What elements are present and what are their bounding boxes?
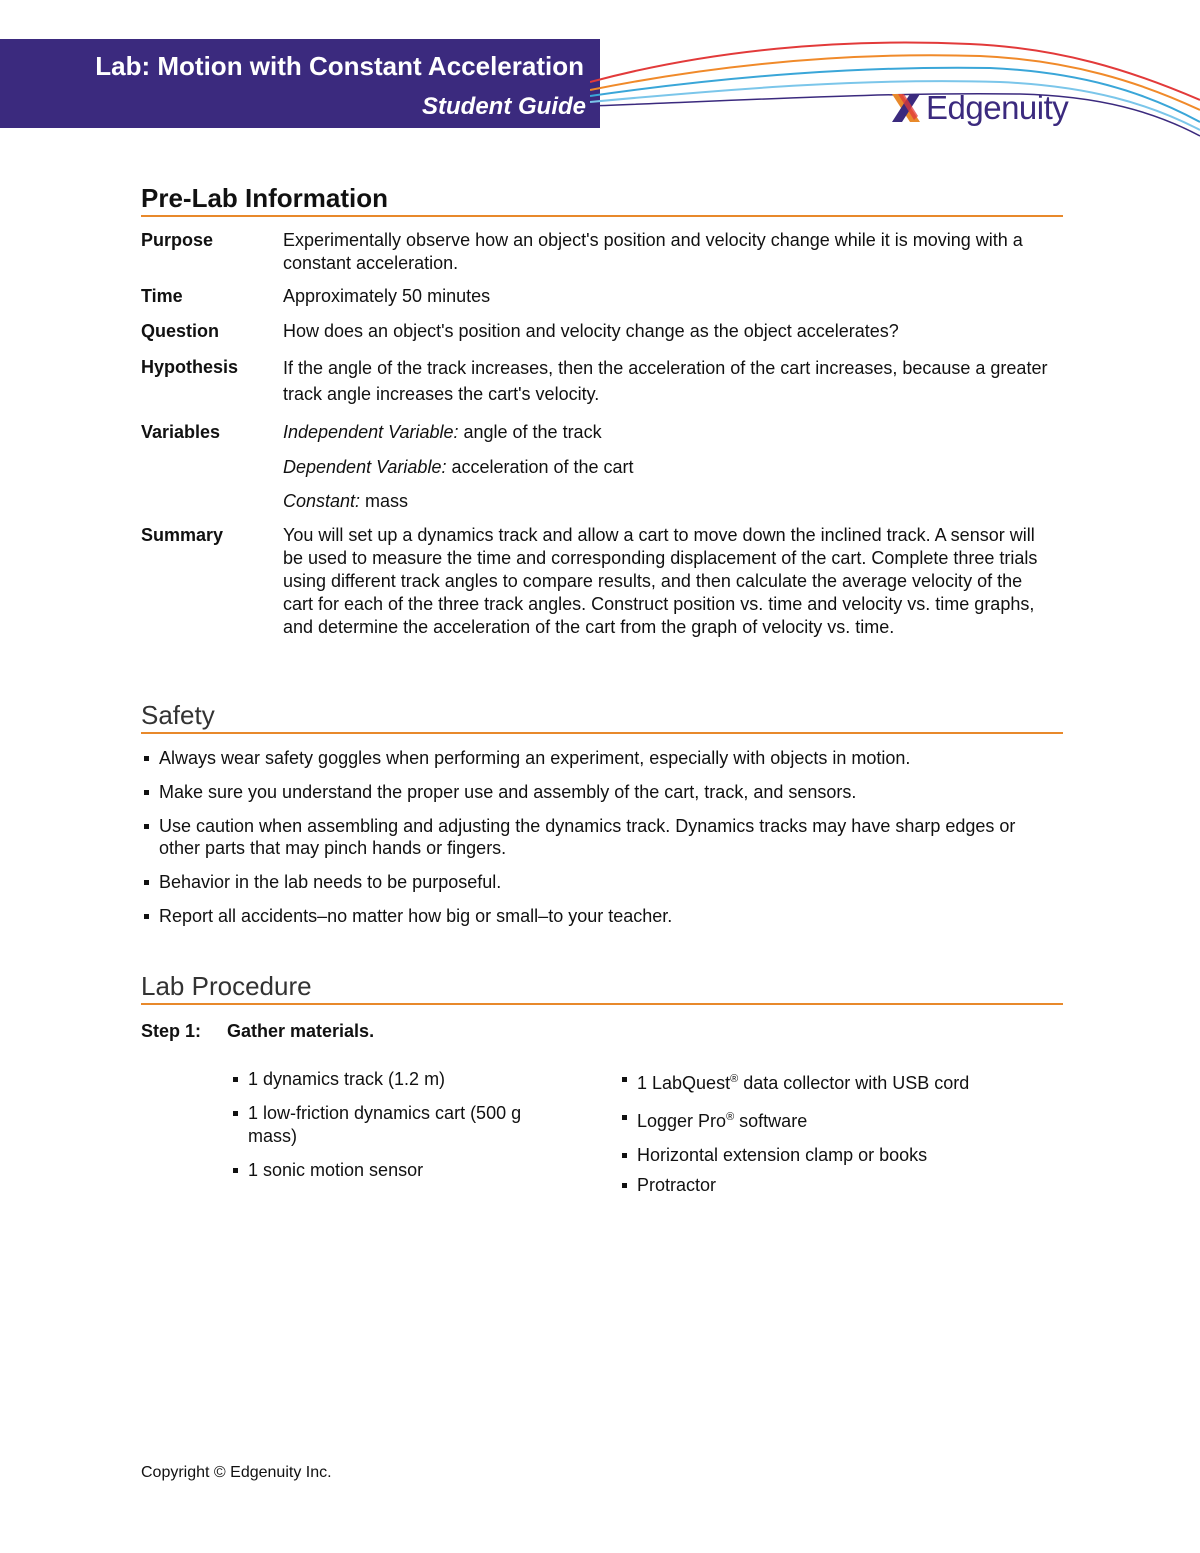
list-item: [619, 1106, 1039, 1133]
independent-variable-value: angle of the track: [458, 422, 602, 442]
registered-mark: ®: [730, 1073, 739, 1085]
materials-list-right: [619, 1068, 1039, 1208]
summary-label: Summary: [141, 525, 224, 545]
logo-wordmark: Edgenuity: [926, 89, 1069, 126]
section-divider: [141, 1003, 1063, 1005]
time-text: Approximately 50 minutes: [283, 286, 491, 306]
constant-variable: [283, 490, 1053, 513]
hypothesis-label: Hypothesis: [141, 357, 239, 377]
list-item: Report all accidents–no matter how big or small–to your teacher.: [141, 905, 1041, 927]
section-divider: [141, 215, 1063, 217]
logger-pro-name: Logger Pro: [637, 1111, 727, 1131]
edgenuity-logo: [888, 86, 1068, 130]
summary-text: You will set up a dynamics track and allow a cart to move down the inclined track. A sensor will be used to measure the time and corresponding displacement of the cart. Complete three trials using different track angles to compare results, and then calculate the average velocity of the cart for each of the three track angles. Construct position vs. time and velocity vs. time graphs, and determine the acceleration of the cart from the graph of velocity vs. time.: [283, 525, 1038, 637]
dependent-variable-label: Dependent Variable:: [283, 457, 447, 477]
list-item: Always wear safety goggles when performing an experiment, especially with objects in motion.: [141, 747, 1041, 769]
time-label: Time: [141, 286, 183, 306]
logger-pro-desc: software: [734, 1111, 808, 1131]
safety-heading: Safety: [141, 700, 215, 730]
labquest-desc: data collector with USB cord: [738, 1073, 970, 1093]
copyright-footer: Copyright © Edgenuity Inc.: [141, 1464, 332, 1481]
step-1: [141, 1021, 374, 1042]
dependent-variable: [283, 456, 1053, 479]
purpose-text: Experimentally observe how an object's position and velocity change while it is moving with a constant acceleration.: [283, 230, 1023, 273]
prelab-heading: Pre-Lab Information: [141, 183, 389, 213]
hypothesis-text: If the angle of the track increases, then the acceleration of the cart increases, because a greater track angle increases the cart's velocity.: [283, 358, 1048, 404]
list-item: Use caution when assembling and adjusting the dynamics track. Dynamics tracks may have sharp edges or other parts that may pinch hands or fingers.: [141, 815, 1039, 859]
list-item: 1 sonic motion sensor: [230, 1159, 530, 1182]
safety-list: [141, 747, 1041, 939]
constant-variable-value: mass: [360, 491, 409, 511]
section-divider: [141, 732, 1063, 734]
labquest-name: 1 LabQuest: [637, 1073, 731, 1093]
purpose-label: Purpose: [141, 230, 214, 250]
step-number: Step 1:: [141, 1021, 202, 1041]
list-item: 1 low-friction dynamics cart (500 g mass): [230, 1102, 530, 1148]
document-title: Lab: Motion with Constant Acceleration: [95, 51, 584, 81]
list-item: Horizontal extension clamp or books: [619, 1144, 1039, 1167]
edgenuity-x-icon: [888, 90, 924, 126]
materials-list-left: [230, 1068, 530, 1193]
question-text: How does an object's position and velocity change as the object accelerates?: [283, 321, 899, 341]
independent-variable-label: Independent Variable:: [283, 422, 459, 442]
procedure-heading: Lab Procedure: [141, 971, 312, 1001]
dependent-variable-value: acceleration of the cart: [446, 457, 634, 477]
registered-mark: ®: [726, 1111, 735, 1123]
variables-label: Variables: [141, 422, 221, 442]
list-item: Protractor: [619, 1174, 1039, 1197]
list-item: Behavior in the lab needs to be purposeful.: [141, 871, 1041, 893]
list-item: Make sure you understand the proper use and assembly of the cart, track, and sensors.: [141, 781, 1041, 803]
constant-variable-label: Constant:: [283, 491, 361, 511]
header-banner: [0, 39, 600, 128]
question-label: Question: [141, 321, 220, 341]
independent-variable: [283, 421, 1053, 444]
step-title: Gather materials.: [227, 1021, 375, 1041]
list-item: [619, 1068, 1039, 1095]
document-subtitle: Student Guide: [422, 93, 586, 120]
list-item: 1 dynamics track (1.2 m): [230, 1068, 530, 1091]
